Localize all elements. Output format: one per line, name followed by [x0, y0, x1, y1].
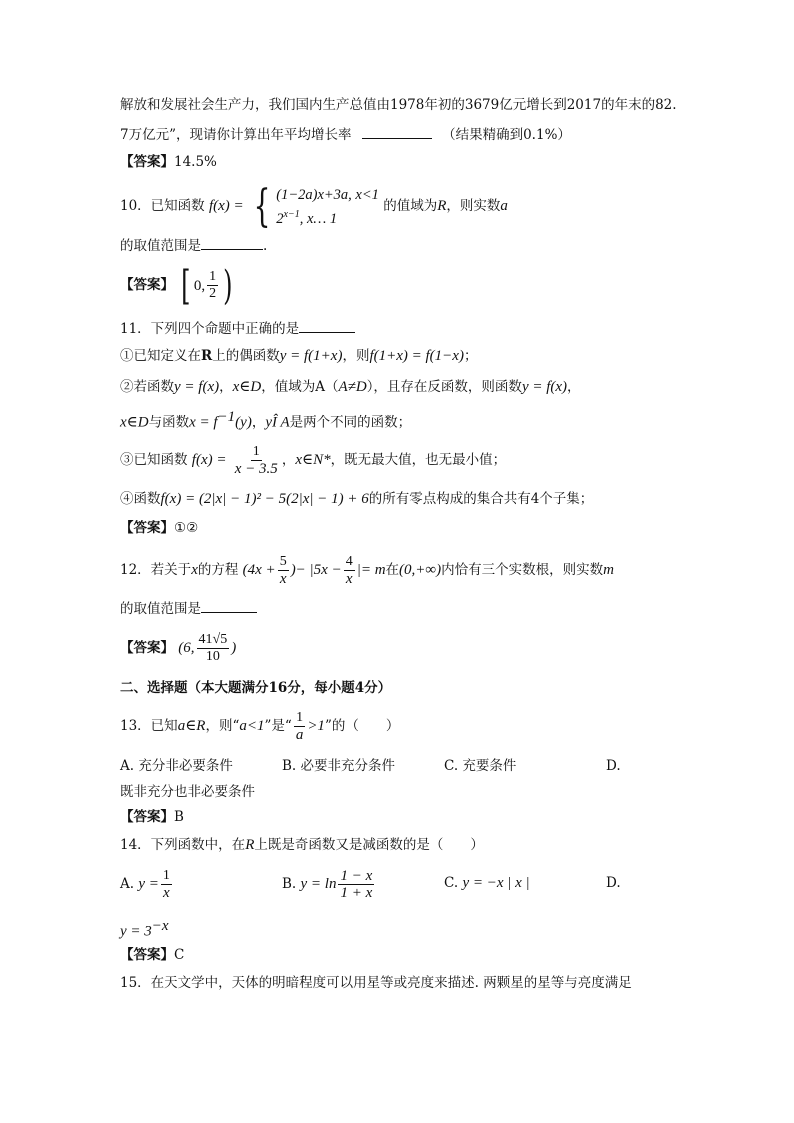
q13-option-a: A. 充分非必要条件: [120, 758, 233, 774]
q12-blank: [201, 598, 257, 613]
q11-stem-text: 11．下列四个命题中正确的是: [120, 321, 300, 337]
q11-item-1: ①已知定义在R上的偶函数y = f(1+x)，则f(1+x) = f(1−x)；: [120, 348, 478, 364]
q15-stem: 15．在天文学中，天体的明暗程度可以用星等或亮度来描述. 两颗星的星等与亮度满足: [120, 975, 632, 991]
q14-option-a: A. y = $\frac{1}{x}$: [120, 868, 170, 901]
q13-stem: 13．已知a∈R，则“a<1”是“ $\frac{1}{a}$ >1”的（ ）: [120, 710, 400, 743]
q10-blank: [201, 235, 263, 250]
answer-blank: [362, 124, 432, 139]
answer-label: 【答案】: [120, 154, 174, 170]
q13-option-b: B. 必要非充分条件: [282, 758, 396, 774]
q10-case-2: $2^{x-1}$, x… 1: [276, 208, 338, 227]
q10-a: a: [500, 198, 508, 214]
q10-brace: {: [253, 180, 271, 232]
q14-option-b: B. y = ln $\frac{1 - x}{1 + x}$: [282, 868, 373, 901]
answer-label: 【答案】: [120, 277, 174, 293]
q11-item-4: ④函数f(x) = (2|x| − 1)² − 5(2|x| − 1) + 6的所有零点构成的集合共有4个子集；: [120, 491, 594, 507]
q10-answer-interval: [ 0, $\frac{1}{2}$ ): [181, 262, 233, 309]
q11-answer: 【答案】①②: [120, 520, 199, 536]
q10-line2-text: 的取值范围是: [120, 238, 201, 254]
q12-stem: 12．若关于x的方程 (4x + $\frac{5}{x}$ )− |5x − $\frac{4}{x}$ |= m在(0,+∞)内恰有三个实数根，则实数m: [120, 554, 614, 587]
q10-case-1: (1−2a)x+3a, x<1: [276, 186, 379, 203]
q11-item-2: ②若函数y = f(x)，x∈D，值域为A（A≠D），且存在反函数，则函数y = f(x)，: [120, 379, 581, 395]
q14-stem: 14．下列函数中，在R上既是奇函数又是减函数的是（ ）: [120, 837, 484, 853]
q10-after: 的值域为: [383, 198, 438, 214]
q10-line-2: [120, 235, 267, 256]
q11-blank: [299, 318, 355, 333]
section-heading: 二、选择题（本大题满分16分，每小题4分）: [120, 680, 392, 696]
q13-option-c: C. 充要条件: [444, 758, 517, 774]
q10-answer: [120, 262, 236, 309]
q10-after2: ，则实数: [446, 198, 501, 214]
intro-line-2: [120, 124, 571, 145]
intro-precision-note: （结果精确到0.1%）: [442, 127, 571, 143]
q9-answer: [120, 152, 217, 172]
q14-option-d-expr: $y = 3^{-x}$: [120, 918, 169, 940]
q10-fx: f(x) =: [208, 198, 244, 214]
q10-number: 10．已知函数: [120, 198, 205, 214]
answer-value: 14.5%: [174, 154, 217, 170]
q14-option-c: C. y = −x | x |: [444, 875, 530, 891]
q13-answer: 【答案】B: [120, 809, 184, 825]
q14-option-d: D.: [606, 875, 621, 891]
q14-answer: 【答案】C: [120, 947, 185, 963]
q13-option-d-text: 既非充分也非必要条件: [120, 784, 255, 800]
q13-option-d: D.: [606, 758, 621, 774]
q11-item-2-cont: x∈D与函数$x = f^{-1}(y)$，yÎ A是两个不同的函数；: [120, 409, 412, 431]
q10-stem: [120, 180, 508, 232]
q12-answer: 【答案】 (6, $\frac{41√5}{10}$ ): [120, 632, 237, 664]
intro-text: 7万亿元”，现请你计算出年平均增长率: [120, 127, 352, 143]
q11-item-3: ③已知函数 f(x) = $\frac{1}{x - 3.5}$ ，x∈N*，既无最大值，也无最小值；: [120, 444, 507, 477]
q11-stem: [120, 318, 355, 339]
intro-line-1: 解放和发展社会生产力，我们国内生产总值由1978年初的3679亿元增长到2017的年末的82.: [120, 97, 677, 113]
q10-cases: [276, 185, 379, 229]
q10-R: R: [437, 198, 447, 214]
q10-end: .: [263, 238, 268, 254]
q12-line-2: 的取值范围是: [120, 598, 257, 619]
